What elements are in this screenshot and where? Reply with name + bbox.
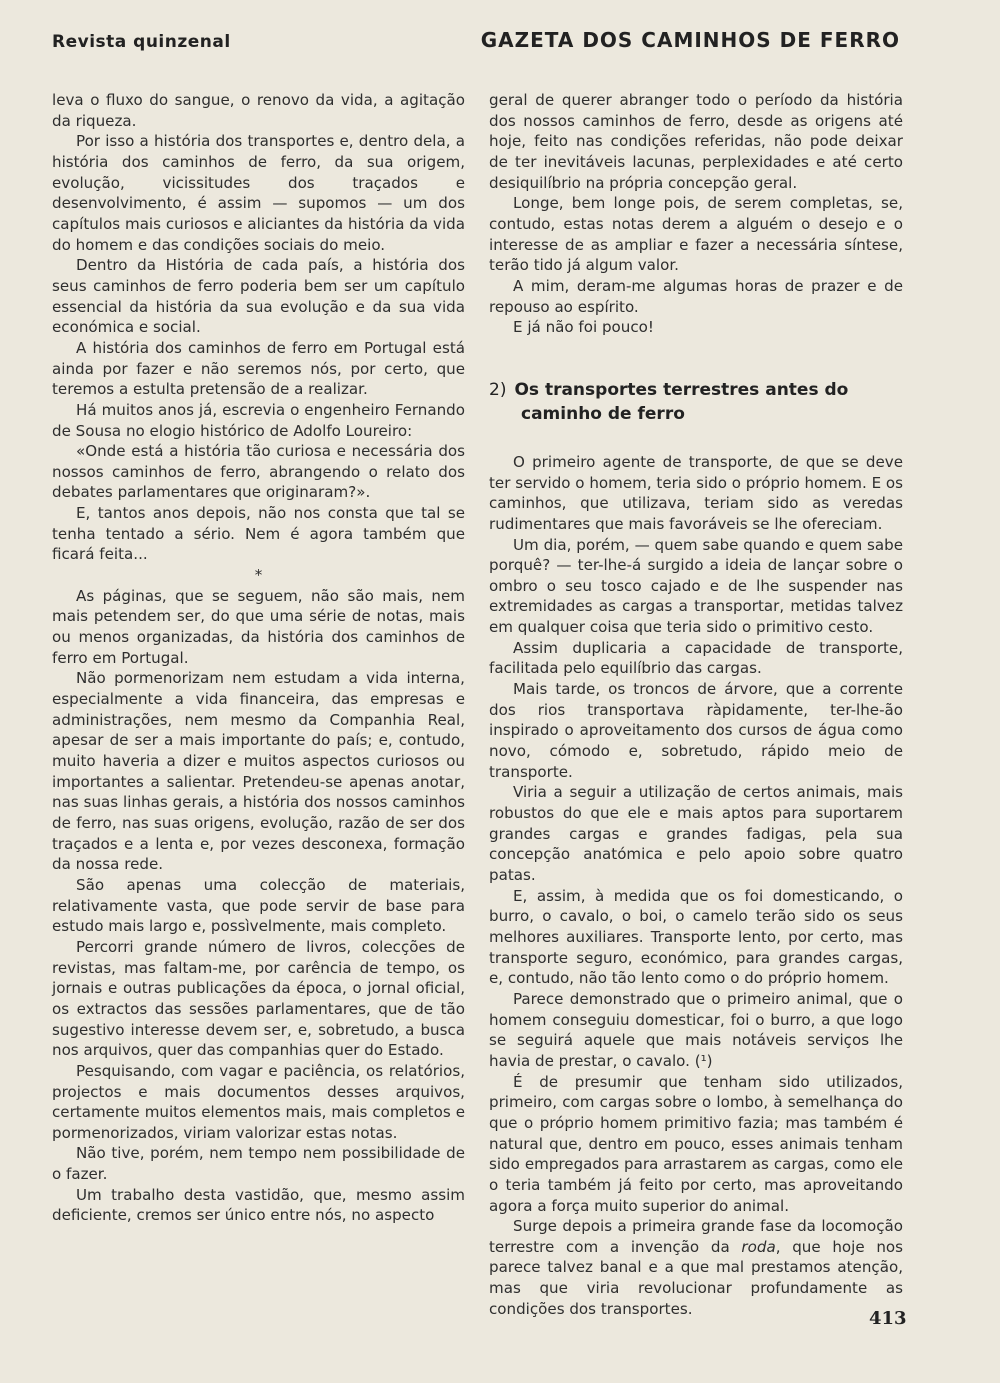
paragraph: Não pormenorizam nem estudam a vida interna, especialmente a vida financeira, das empresas e administrações, nem mesmo da Companhia Real, apesar de ser a mais importante do país; e, contudo, muito haveria a dizer e muitos aspectos curiosos ou importantes a salientar. Pretendeu-se apenas anotar, nas suas linhas gerais, a história dos nossos caminhos de ferro, nas suas origens, evolução, razão de ser dos traçados e a lenta e, por vezes desconexa, formação da nossa rede.: [52, 669, 465, 874]
paragraph: Não tive, porém, nem tempo nem possibilidade de o fazer.: [52, 1144, 465, 1184]
quotation: «Onde está a história tão curiosa e necessária dos nossos caminhos de ferro, abrangendo o relato dos debates parlamentares que originaram?».: [52, 442, 465, 502]
section-heading: [489, 378, 903, 426]
right-column: [489, 90, 903, 1319]
paragraph: E, assim, à medida que os foi domesticando, o burro, o cavalo, o boi, o camelo terão sido os seus melhores auxiliares. Transporte lento, por certo, mas transporte seguro, económico, para grandes cargas, e, contudo, não tão lento como o do próprio homem.: [489, 886, 903, 988]
paragraph: Parece demonstrado que o primeiro animal, que o homem conseguiu domesticar, foi o burro, a que logo se seguirá aquele que mais notáveis serviços lhe havia de prestar, o cavalo. (¹): [489, 989, 903, 1070]
section-title-line1: Os transportes terrestres antes do: [514, 379, 849, 400]
page-number: 413: [869, 1308, 907, 1329]
paragraph: A história dos caminhos de ferro em Portugal está ainda por fazer e não seremos nós, por certo, que teremos a estulta pretensão de a realizar.: [52, 338, 465, 399]
paragraph: E, tantos anos depois, não nos consta que tal se tenha tentado a sério. Nem é agora também que ficará feita...: [52, 504, 465, 564]
paragraph: [489, 1216, 903, 1319]
paragraph: Um dia, porém, — quem sabe quando e quem sabe porquê? — ter-lhe-á surgido a ideia de lançar sobre o ombro o seu tosco cajado e de lhe suspender nas extremidades as cargas a transportar, metidas talvez em qualquer coisa que teria sido o primitivo cesto.: [489, 535, 903, 637]
paragraph: O primeiro agente de transporte, de que se deve ter servido o homem, teria sido o próprio homem. E os caminhos, que utilizava, teriam sido as veredas rudimentares que mais favoráveis se lhe ofereciam.: [489, 452, 904, 533]
paragraph: Pesquisando, com vagar e paciência, os relatórios, projectos e mais documentos desses arquivos, certamente muitos elementos mais, mais completos e pormenorizados, viriam valorizar estas notas.: [52, 1061, 465, 1142]
paragraph: leva o fluxo do sangue, o renovo da vida, a agitação da riqueza.: [52, 91, 465, 130]
paragraph: Há muitos anos já, escrevia o engenheiro Fernando de Sousa no elogio histórico de Adolfo Loureiro:: [52, 400, 465, 440]
paragraph: E já não foi pouco!: [513, 318, 654, 337]
paragraph: Viria a seguir a utilização de certos animais, mais robustos do que ele e mais aptos para suportarem grandes cargas e grandes fadigas, pela sua concepção anatómica e pelo apoio sobre quatro patas.: [489, 783, 903, 884]
section-separator: *: [254, 566, 263, 585]
paragraph: Mais tarde, os troncos de árvore, que a corrente dos rios transportava ràpidamente, ter-lhe-ão inspirado o aproveitamento dos cursos de água como novo, cómodo e, sobretudo, rápido meio de transporte.: [489, 680, 903, 781]
paragraph: É de presumir que tenham sido utilizados, primeiro, com cargas sobre o lombo, à semelhança do que o próprio homem primitivo fazia; mas também é natural que, dentro em pouco, esses animais tenham sido empregados para arrastarem as cargas, como ele o teria também já feito por certo, mas aproveitando agora a força muito superior do animal.: [489, 1072, 903, 1215]
text-run: , que hoje nos parece talvez banal e a que mal prestamos atenção, mas que viria revolucionar profundamente as condições dos transportes.: [489, 1237, 903, 1318]
section-number: 2): [489, 379, 507, 400]
section-title-line2: caminho de ferro: [521, 403, 685, 424]
running-header-right: GAZETA DOS CAMINHOS DE FERRO: [480, 28, 900, 52]
paragraph: A mim, deram-me algumas horas de prazer e de repouso ao espírito.: [489, 276, 903, 316]
paragraph: Longe, bem longe pois, de serem completas, se, contudo, estas notas derem a alguém o desejo e o interesse de as ampliar e fazer a necessária síntese, terão tido já algum valor.: [489, 194, 903, 275]
paragraph: Um trabalho desta vastidão, que, mesmo assim deficiente, cremos ser único entre nós, no aspecto: [52, 1185, 465, 1225]
paragraph: Percorri grande número de livros, colecções de revistas, mas faltam-me, por carência de tempo, os jornais e outras publicações da época, o jornal oficial, os extractos das sessões parlamentares, que de tão sugestivo interesse devem ser, e, sobretudo, a busca nos arquivos, quer das companhias quer do Estado.: [52, 937, 465, 1060]
text-run: Surge depois a primeira grande fase da locomoção terrestre com a invenção da: [489, 1217, 903, 1256]
paragraph: Assim duplicaria a capacidade de transporte, facilitada pelo equilíbrio das cargas.: [489, 638, 903, 678]
paragraph: geral de querer abranger todo o período da história dos nossos caminhos de ferro, desde as origens até hoje, feito nas condições referidas, não pode deixar de ter inevitáveis lacunas, perplexidades e até certo desiquilíbrio na própria concepção geral.: [489, 91, 903, 192]
paragraph: São apenas uma colecção de materiais, relativamente vasta, que pode servir de base para estudo mais largo e, possìvelmente, mais completo.: [52, 875, 465, 936]
running-header-left: Revista quinzenal: [52, 32, 231, 52]
left-column: [52, 90, 465, 1226]
paragraph: Por isso a história dos transportes e, dentro dela, a história dos caminhos de ferro, da sua origem, evolução, vicissitudes dos traçados e desenvolvimento, é assim — supomos — um dos capítulos mais curiosos e aliciantes da história da vida do homem e das condições sociais do meio.: [52, 132, 465, 254]
paragraph: As páginas, que se seguem, não são mais, nem mais petendem ser, do que uma série de notas, mais ou menos organizadas, da história dos caminhos de ferro em Portugal.: [52, 586, 465, 667]
paragraph: Dentro da História de cada país, a história dos seus caminhos de ferro poderia bem ser um capítulo essencial da história da sua evolução e da sua vida económica e social.: [52, 256, 465, 337]
emphasis: roda: [741, 1237, 776, 1256]
